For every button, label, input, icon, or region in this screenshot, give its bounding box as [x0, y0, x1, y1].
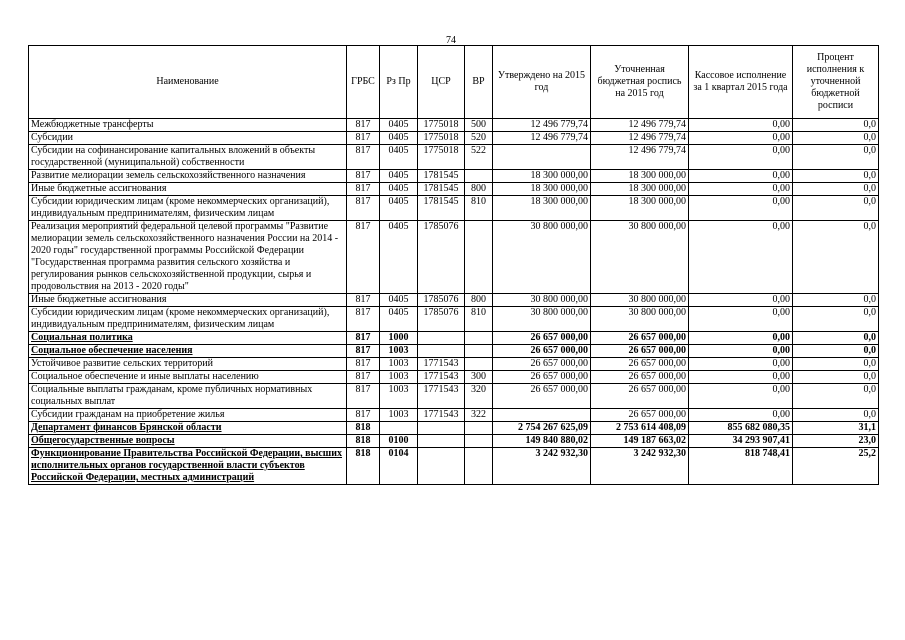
cell-percent: 0,0 [793, 409, 879, 422]
cell-refined: 26 657 000,00 [591, 358, 689, 371]
cell-grbs: 817 [347, 345, 380, 358]
cell-cash: 0,00 [689, 345, 793, 358]
cell-refined: 2 753 614 408,09 [591, 422, 689, 435]
cell-grbs: 817 [347, 358, 380, 371]
cell-vr [465, 422, 493, 435]
cell-rzpr: 0405 [380, 119, 418, 132]
cell-refined: 26 657 000,00 [591, 371, 689, 384]
cell-cash: 0,00 [689, 145, 793, 170]
cell-name: Субсидии юридическим лицам (кроме некоммерческих организаций), индивидуальным предпринимателям, физическим лицам [29, 196, 347, 221]
cell-rzpr: 0100 [380, 435, 418, 448]
cell-csr: 1771543 [418, 384, 465, 409]
header-rzpr: Рз Пр [380, 46, 418, 119]
cell-grbs: 817 [347, 307, 380, 332]
cell-vr [465, 332, 493, 345]
table-row [29, 132, 879, 145]
page-number: 74 [446, 35, 456, 46]
header-approved: Утверждено на 2015 год [493, 46, 591, 119]
cell-refined: 26 657 000,00 [591, 345, 689, 358]
cell-name: Субсидии [29, 132, 347, 145]
cell-vr: 322 [465, 409, 493, 422]
cell-percent: 0,0 [793, 384, 879, 409]
cell-rzpr: 1003 [380, 345, 418, 358]
cell-percent: 0,0 [793, 183, 879, 196]
cell-percent: 0,0 [793, 345, 879, 358]
cell-refined: 18 300 000,00 [591, 183, 689, 196]
cell-csr: 1775018 [418, 132, 465, 145]
cell-rzpr: 0405 [380, 145, 418, 170]
cell-approved [493, 145, 591, 170]
section-title: Социальная политика [31, 332, 133, 343]
table-row [29, 435, 879, 448]
cell-refined: 3 242 932,30 [591, 448, 689, 485]
cell-vr: 810 [465, 196, 493, 221]
table-row [29, 371, 879, 384]
cell-rzpr: 0405 [380, 307, 418, 332]
cell-percent: 0,0 [793, 196, 879, 221]
cell-approved: 30 800 000,00 [493, 307, 591, 332]
table-row [29, 409, 879, 422]
cell-vr [465, 435, 493, 448]
cell-approved: 18 300 000,00 [493, 196, 591, 221]
cell-rzpr: 0405 [380, 170, 418, 183]
header-vr: ВР [465, 46, 493, 119]
cell-percent: 0,0 [793, 332, 879, 345]
cell-grbs: 817 [347, 132, 380, 145]
cell-name: Социальное обеспечение и иные выплаты населению [29, 371, 347, 384]
cell-cash: 0,00 [689, 332, 793, 345]
cell-name: Реализация мероприятий федеральной целевой программы "Развитие мелиорации земель сельскохозяйственного назначения России на 2014 - 2020 годы" государственной программы Российской Федерации "Государственная программа развития сельского хозяйства и регулирования рынков сельскохозяйственной продукции, сырья и продовольствия на 2013 - 2020 годы" [29, 221, 347, 294]
cell-approved: 3 242 932,30 [493, 448, 591, 485]
cell-approved: 2 754 267 625,09 [493, 422, 591, 435]
cell-cash: 0,00 [689, 294, 793, 307]
section-title: Общегосударственные вопросы [31, 435, 175, 446]
cell-cash: 0,00 [689, 196, 793, 221]
cell-refined: 12 496 779,74 [591, 145, 689, 170]
cell-refined: 12 496 779,74 [591, 132, 689, 145]
cell-csr: 1771543 [418, 358, 465, 371]
cell-cash: 34 293 907,41 [689, 435, 793, 448]
cell-vr: 500 [465, 119, 493, 132]
cell-grbs: 818 [347, 422, 380, 435]
section-title: Функционирование Правительства Российской Федерации, высших исполнительных органов государственной власти субъектов Российской Федерации, местных администраций [31, 448, 343, 483]
cell-name [29, 345, 347, 358]
table-row [29, 183, 879, 196]
cell-csr [418, 332, 465, 345]
cell-refined: 149 187 663,02 [591, 435, 689, 448]
cell-csr: 1775018 [418, 145, 465, 170]
header-percent: Процент исполнения к уточненной бюджетной росписи [793, 46, 879, 119]
cell-percent: 25,2 [793, 448, 879, 485]
cell-percent: 0,0 [793, 119, 879, 132]
cell-vr [465, 345, 493, 358]
section-title: Социальное обеспечение населения [31, 345, 193, 356]
table-row [29, 307, 879, 332]
cell-approved: 149 840 880,02 [493, 435, 591, 448]
cell-refined: 26 657 000,00 [591, 332, 689, 345]
cell-rzpr [380, 422, 418, 435]
cell-grbs: 817 [347, 221, 380, 294]
cell-percent: 0,0 [793, 132, 879, 145]
cell-vr: 800 [465, 183, 493, 196]
cell-approved: 30 800 000,00 [493, 294, 591, 307]
cell-cash: 0,00 [689, 307, 793, 332]
cell-percent: 0,0 [793, 307, 879, 332]
cell-rzpr: 0405 [380, 294, 418, 307]
cell-name: Устойчивое развитие сельских территорий [29, 358, 347, 371]
cell-cash: 0,00 [689, 371, 793, 384]
header-grbs: ГРБС [347, 46, 380, 119]
cell-name: Социальные выплаты гражданам, кроме публичных нормативных социальных выплат [29, 384, 347, 409]
cell-rzpr: 1003 [380, 384, 418, 409]
cell-approved: 12 496 779,74 [493, 119, 591, 132]
cell-csr [418, 345, 465, 358]
table-row [29, 358, 879, 371]
cell-name: Субсидии гражданам на приобретение жилья [29, 409, 347, 422]
cell-rzpr: 0405 [380, 132, 418, 145]
cell-grbs: 817 [347, 371, 380, 384]
cell-rzpr: 1003 [380, 358, 418, 371]
cell-cash: 0,00 [689, 358, 793, 371]
cell-name: Субсидии юридическим лицам (кроме некоммерческих организаций), индивидуальным предпринимателям, физическим лицам [29, 307, 347, 332]
cell-vr: 800 [465, 294, 493, 307]
table-row [29, 170, 879, 183]
cell-approved: 12 496 779,74 [493, 132, 591, 145]
cell-csr: 1785076 [418, 307, 465, 332]
cell-csr: 1785076 [418, 221, 465, 294]
cell-rzpr: 0104 [380, 448, 418, 485]
table-row [29, 422, 879, 435]
header-csr: ЦСР [418, 46, 465, 119]
cell-rzpr: 1003 [380, 371, 418, 384]
cell-percent: 0,0 [793, 170, 879, 183]
cell-cash: 0,00 [689, 170, 793, 183]
cell-csr: 1781545 [418, 196, 465, 221]
table-row [29, 332, 879, 345]
cell-cash: 0,00 [689, 132, 793, 145]
cell-name [29, 332, 347, 345]
cell-grbs: 817 [347, 119, 380, 132]
cell-vr [465, 358, 493, 371]
cell-vr: 300 [465, 371, 493, 384]
cell-name: Развитие мелиорации земель сельскохозяйственного назначения [29, 170, 347, 183]
cell-percent: 0,0 [793, 145, 879, 170]
cell-refined: 26 657 000,00 [591, 409, 689, 422]
cell-name: Межбюджетные трансферты [29, 119, 347, 132]
cell-approved: 30 800 000,00 [493, 221, 591, 294]
table-row [29, 119, 879, 132]
cell-approved: 26 657 000,00 [493, 345, 591, 358]
cell-vr: 810 [465, 307, 493, 332]
cell-csr [418, 422, 465, 435]
cell-grbs: 817 [347, 196, 380, 221]
cell-refined: 18 300 000,00 [591, 196, 689, 221]
cell-csr: 1785076 [418, 294, 465, 307]
header-cash: Кассовое исполнение за 1 квартал 2015 года [689, 46, 793, 119]
cell-refined: 30 800 000,00 [591, 221, 689, 294]
cell-approved: 18 300 000,00 [493, 170, 591, 183]
cell-grbs: 817 [347, 409, 380, 422]
cell-refined: 26 657 000,00 [591, 384, 689, 409]
cell-approved: 26 657 000,00 [493, 384, 591, 409]
cell-refined: 18 300 000,00 [591, 170, 689, 183]
table-row [29, 345, 879, 358]
cell-vr [465, 221, 493, 294]
table-row [29, 294, 879, 307]
cell-refined: 30 800 000,00 [591, 294, 689, 307]
cell-vr: 320 [465, 384, 493, 409]
cell-percent: 0,0 [793, 358, 879, 371]
table-row [29, 384, 879, 409]
cell-percent: 0,0 [793, 294, 879, 307]
cell-name: Иные бюджетные ассигнования [29, 294, 347, 307]
table-row [29, 196, 879, 221]
header-name: Наименование [29, 46, 347, 119]
cell-vr: 520 [465, 132, 493, 145]
cell-grbs: 817 [347, 183, 380, 196]
cell-csr: 1771543 [418, 409, 465, 422]
cell-csr [418, 435, 465, 448]
cell-grbs: 817 [347, 384, 380, 409]
cell-rzpr: 0405 [380, 221, 418, 294]
cell-approved: 26 657 000,00 [493, 358, 591, 371]
cell-csr [418, 448, 465, 485]
budget-table [28, 45, 879, 485]
cell-grbs: 817 [347, 294, 380, 307]
cell-cash: 0,00 [689, 409, 793, 422]
cell-cash: 0,00 [689, 119, 793, 132]
cell-approved: 18 300 000,00 [493, 183, 591, 196]
cell-grbs: 818 [347, 448, 380, 485]
cell-cash: 818 748,41 [689, 448, 793, 485]
cell-rzpr: 1000 [380, 332, 418, 345]
cell-percent: 31,1 [793, 422, 879, 435]
cell-csr: 1781545 [418, 170, 465, 183]
cell-cash: 0,00 [689, 384, 793, 409]
cell-name [29, 448, 347, 485]
cell-approved [493, 409, 591, 422]
cell-approved: 26 657 000,00 [493, 371, 591, 384]
cell-approved: 26 657 000,00 [493, 332, 591, 345]
cell-percent: 0,0 [793, 221, 879, 294]
cell-cash: 0,00 [689, 221, 793, 294]
cell-name: Иные бюджетные ассигнования [29, 183, 347, 196]
cell-percent: 0,0 [793, 371, 879, 384]
cell-rzpr: 1003 [380, 409, 418, 422]
cell-percent: 23,0 [793, 435, 879, 448]
cell-grbs: 818 [347, 435, 380, 448]
cell-grbs: 817 [347, 145, 380, 170]
cell-vr [465, 170, 493, 183]
table-header-row [29, 46, 879, 119]
cell-refined: 12 496 779,74 [591, 119, 689, 132]
cell-vr [465, 448, 493, 485]
cell-name [29, 422, 347, 435]
cell-csr: 1781545 [418, 183, 465, 196]
cell-rzpr: 0405 [380, 183, 418, 196]
cell-rzpr: 0405 [380, 196, 418, 221]
cell-vr: 522 [465, 145, 493, 170]
header-refined: Уточненная бюджетная роспись на 2015 год [591, 46, 689, 119]
table-row [29, 448, 879, 485]
cell-csr: 1775018 [418, 119, 465, 132]
cell-name [29, 435, 347, 448]
cell-cash: 855 682 080,35 [689, 422, 793, 435]
cell-csr: 1771543 [418, 371, 465, 384]
table-row [29, 221, 879, 294]
cell-refined: 30 800 000,00 [591, 307, 689, 332]
cell-grbs: 817 [347, 332, 380, 345]
section-title: Департамент финансов Брянской области [31, 422, 222, 433]
cell-name: Субсидии на софинансирование капитальных вложений в объекты государственной (муниципальной) собственности [29, 145, 347, 170]
table-row [29, 145, 879, 170]
cell-cash: 0,00 [689, 183, 793, 196]
cell-grbs: 817 [347, 170, 380, 183]
